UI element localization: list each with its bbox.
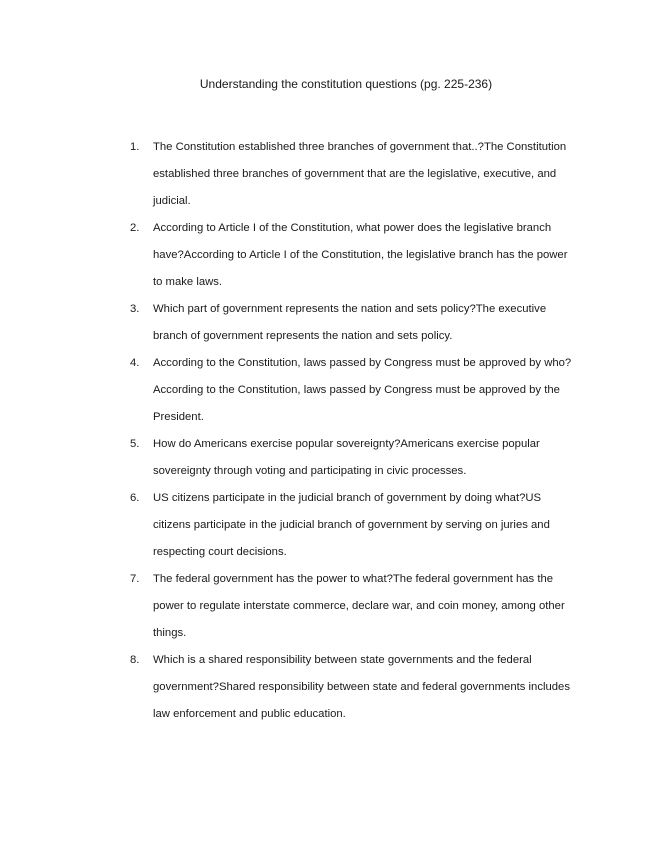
question-number: 6. [130, 492, 140, 504]
question-text: The federal government has the power to what?The federal government has the power to regulate interstate commerce, declare war, and coin money, among other things. [153, 573, 565, 639]
question-text: According to Article I of the Constitution, what power does the legislative branch have?According to Article I of the Constitution, the legislative branch has the power to make laws. [153, 222, 568, 288]
question-number: 3. [130, 303, 140, 315]
question-text: US citizens participate in the judicial branch of government by doing what?US citizens participate in the judicial branch of government by serving on juries and respecting court decisions. [153, 492, 550, 558]
question-item-7 [130, 566, 580, 647]
question-text: How do Americans exercise popular sovereignty?Americans exercise popular sovereignty through voting and participating in civic processes. [153, 438, 540, 477]
question-item-8 [130, 647, 580, 728]
question-text: According to the Constitution, laws passed by Congress must be approved by who?According to the Constitution, laws passed by Congress must be approved by the President. [153, 357, 572, 423]
question-number: 7. [130, 573, 140, 585]
question-item-4 [130, 350, 580, 431]
question-item-6 [130, 485, 580, 566]
page-title: Understanding the constitution questions (pg. 225-236) [199, 77, 493, 91]
question-number: 1. [130, 141, 140, 153]
question-item-5 [130, 431, 580, 485]
question-text: Which is a shared responsibility between state governments and the federal government?Shared responsibility between state and federal governments includes law enforcement and public education. [153, 654, 570, 720]
question-number: 5. [130, 438, 140, 450]
question-text: The Constitution established three branches of government that..?The Constitution established three branches of government that are the legislative, executive, and judicial. [153, 141, 567, 207]
question-number: 2. [130, 222, 140, 234]
question-item-1 [130, 134, 580, 215]
question-list [130, 134, 580, 728]
question-item-2 [130, 215, 580, 296]
question-item-3 [130, 296, 580, 350]
question-number: 8. [130, 654, 140, 666]
question-text: Which part of government represents the nation and sets policy?The executive branch of government represents the nation and sets policy. [153, 303, 547, 342]
question-number: 4. [130, 357, 140, 369]
